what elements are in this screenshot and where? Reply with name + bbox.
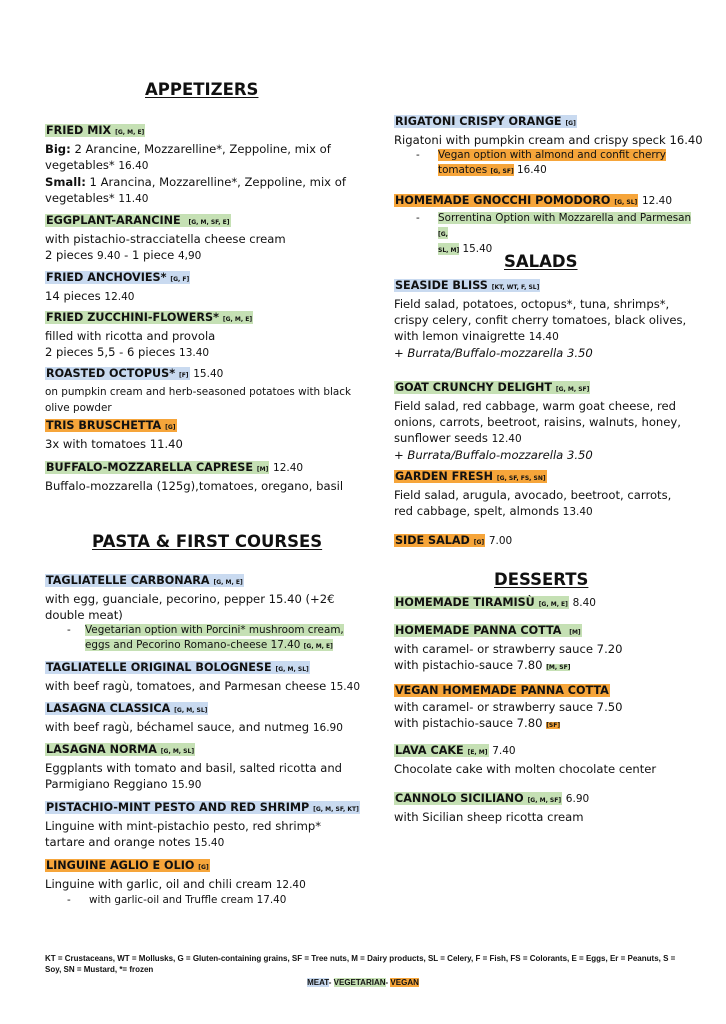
menu-item-buffalo-caprese: BUFFALO-MOZZARELLA CAPRESE [M] 12.40 Buffalo-mozzarella (125g),tomatoes, oregano, basil [45,461,344,493]
legend-vegetarian: VEGETARIAN [333,978,386,987]
menu-item-tiramisu: HOMEMADE TIRAMISÙ [G, M, E] 8.40 [395,596,596,609]
item-name: SEASIDE BLISS [KT, WT, F, SL] [395,279,540,292]
salads-title: SALADS [504,252,578,271]
item-name: FRIED ANCHOVIES* [G, F] [46,271,190,284]
item-name: TAGLIATELLE ORIGINAL BOLOGNESE [G, M, SL] [46,661,309,674]
menu-item-rigatoni-crispy-orange: RIGATONI CRISPY ORANGE [G] Rigatoni with pumpkin cream and crispy speck 16.40 - Vegan option with almond and confit cherry tomatoes [G, SF] 16.40 [394,115,703,176]
item-name: HOMEMADE GNOCCHI POMODORO [G, SL] [395,194,638,207]
menu-item-lava-cake: LAVA CAKE [E, M] 7.40 Chocolate cake with molten chocolate center [394,744,657,776]
item-name: CANNOLO SICILIANO [G, M, SF] [395,792,562,805]
menu-item-fried-zucchini-flowers: FRIED ZUCCHINI-FLOWERS* [G, M, E] filled with ricotta and provola 2 pieces 5,5 - 6 pieces 13.40 [45,311,253,359]
menu-item-fried-mix: FRIED MIX [G, M, E] Big: 2 Arancine, Mozzarelline*, Zeppoline, mix of vegetables* 16.40 Small: 1 Arancina, Mozzarelline*, Zeppoline, mix of vegetables* 11.40 [45,124,346,205]
appetizers-title: APPETIZERS [145,80,259,99]
item-name: TRIS BRUSCHETTA [G] [46,419,176,432]
menu-item-vegan-panna-cotta: VEGAN HOMEMADE PANNA COTTA with caramel- or strawberry sauce 7.50 with pistachio-sauce 7.80 [SF] [394,684,623,730]
desserts-title: DESSERTS [494,570,589,589]
item-name: LASAGNA NORMA [G, M, SL] [46,743,195,756]
item-name: HOMEMADE PANNA COTTA [M] [395,624,581,637]
item-name: RIGATONI CRISPY ORANGE [G] [395,115,576,128]
menu-item-seaside-bliss: SEASIDE BLISS [KT, WT, F, SL] Field salad, potatoes, octopus*, tuna, shrimps*, crispy celery, confit cherry tomatoes, black olives, with lemon vinaigrette 14.40 + Burrata/Buffalo-mozzarella 3.50 [394,279,687,360]
item-name: FRIED MIX [G, M, E] [46,124,145,137]
diet-color-legend: MEAT- VEGETARIAN- VEGAN [307,978,419,987]
menu-item-lasagna-classica: LASAGNA CLASSICA [G, M, SL] with beef ragù, béchamel sauce, and nutmeg 16.90 [45,702,343,734]
menu-item-tagliatelle-carbonara: TAGLIATELLE CARBONARA [G, M, E] with egg, guanciale, pecorino, pepper 15.40 (+2€ double meat) - Vegetarian option with Porcini* mushroom cream, eggs and Pecorino Romano-cheese 17.40 [G, M, E] [45,574,344,651]
item-name: BUFFALO-MOZZARELLA CAPRESE [M] [46,461,269,474]
menu-item-pistachio-mint-pesto: PISTACHIO-MINT PESTO AND RED SHRIMP [G, M, SF, KT] Linguine with mint-pistachio pesto, red shrimp* tartare and orange notes 15.40 [45,801,359,849]
menu-item-tagliatelle-bolognese: TAGLIATELLE ORIGINAL BOLOGNESE [G, M, SL] with beef ragù, tomatoes, and Parmesan cheese 15.40 [45,661,360,693]
item-name: ROASTED OCTOPUS* [F] [46,367,189,380]
item-name: FRIED ZUCCHINI-FLOWERS* [G, M, E] [46,311,253,324]
menu-item-cannolo-siciliano: CANNOLO SICILIANO [G, M, SF] 6.90 with Sicilian sheep ricotta cream [394,792,590,824]
item-name: TAGLIATELLE CARBONARA [G, M, E] [46,574,243,587]
menu-item-side-salad: SIDE SALAD [G] 7.00 [395,534,513,547]
item-name: GARDEN FRESH [G, SF, FS, SN] [395,470,546,483]
menu-item-fried-anchovies: FRIED ANCHOVIES* [G, F] 14 pieces 12.40 [45,271,190,303]
menu-item-lasagna-norma: LASAGNA NORMA [G, M, SL] Eggplants with tomato and basil, salted ricotta and Parmigiano Reggiano 15.90 [45,743,343,791]
item-name: PISTACHIO-MINT PESTO AND RED SHRIMP [G, M, SF, KT] [46,801,359,814]
menu-item-panna-cotta: HOMEMADE PANNA COTTA [M] with caramel- or strawberry sauce 7.20 with pistachio-sauce 7.80 [M, SF] [394,624,623,672]
item-name: VEGAN HOMEMADE PANNA COTTA [395,684,609,697]
item-name: EGGPLANT-ARANCINE [G, M, SF, E] [46,214,230,227]
item-name: LASAGNA CLASSICA [G, M, SL] [46,702,208,715]
menu-item-goat-crunchy-delight: GOAT CRUNCHY DELIGHT [G, M, SF] Field salad, red cabbage, warm goat cheese, red onions, carrots, beetroot, raisins, walnuts, honey, sunflower seeds 12.40 + Burrata/Buffalo-mozzarella 3.50 [394,381,681,462]
menu-item-roasted-octopus: ROASTED OCTOPUS* [F] 15.40 on pumpkin cream and herb-seasoned potatoes with black olive powder [45,367,352,414]
pasta-title: PASTA & FIRST COURSES [92,532,323,551]
legend-vegan: VEGAN [390,978,419,987]
menu-item-eggplant-arancine: EGGPLANT-ARANCINE [G, M, SF, E] with pistachio-stracciatella cheese cream 2 pieces 9.40 - 1 piece 4,90 [45,214,286,262]
menu-item-tris-bruschetta: TRIS BRUSCHETTA [G] 3x with tomatoes 11.40 [45,419,183,451]
legend-meat: MEAT [307,978,329,987]
menu-item-linguine-aglio-olio: LINGUINE AGLIO E OLIO [G] Linguine with garlic, oil and chili cream 12.40 - with garlic-oil and Truffle cream 17.40 [45,859,306,906]
item-name: LAVA CAKE [E, M] [395,744,488,757]
allergen-legend: KT = Crustaceans, WT = Mollusks, G = Gluten-containing grains, SF = Tree nuts, M = Dairy products, SL = Celery, F = Fish, FS = Colorants, E = Eggs, Er = Peanuts, S = Soy, SN = Mustard, *= frozen [45,954,676,974]
menu-item-garden-fresh: GARDEN FRESH [G, SF, FS, SN] Field salad, arugula, avocado, beetroot, carrots, red cabbage, spelt, almonds 13.40 [394,470,672,518]
item-name: SIDE SALAD [G] [395,534,485,547]
item-name: LINGUINE AGLIO E OLIO [G] [46,859,209,872]
item-name: GOAT CRUNCHY DELIGHT [G, M, SF] [395,381,590,394]
menu-item-gnocchi-pomodoro: HOMEMADE GNOCCHI POMODORO [G, SL] 12.40 - Sorrentina Option with Mozzarella and Parmesan [G, SL, M] 15.40 [395,194,692,255]
item-name: HOMEMADE TIRAMISÙ [G, M, E] [395,596,568,609]
